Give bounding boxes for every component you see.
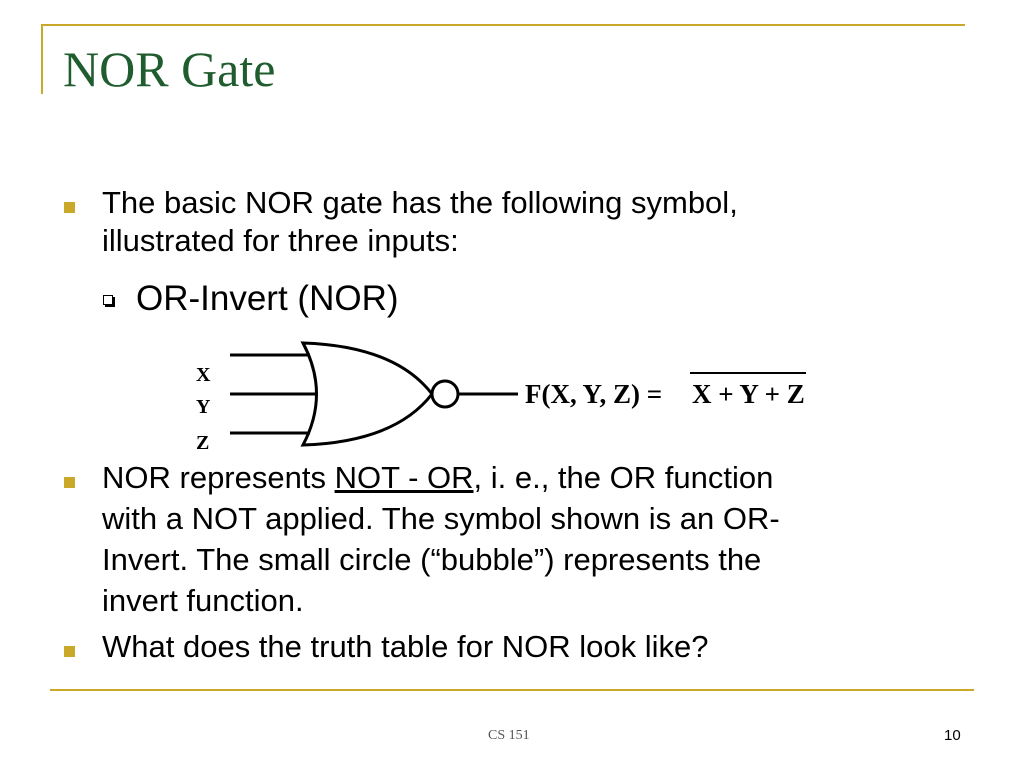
bullet-2-line-3: Invert. The small circle (“bubble”) represents the [102, 542, 762, 577]
page-number: 10 [944, 727, 961, 744]
bullet-2-prefix: NOR represents [102, 460, 335, 495]
sub-bullet-marker [103, 295, 113, 305]
frame-top-rule [41, 24, 965, 26]
bullet-3-text: What does the truth table for NOR look like? [102, 629, 709, 664]
bullet-1-line-1: The basic NOR gate has the following symbol, [102, 185, 738, 220]
input-label-z: Z [196, 432, 210, 454]
invert-bubble [432, 381, 458, 407]
input-label-x: X [196, 364, 211, 386]
frame-left-rule [41, 24, 43, 94]
bullet-2-line-2: with a NOT applied. The symbol shown is an OR- [102, 501, 780, 536]
bullet-2-suffix: , i. e., the OR function [473, 460, 774, 495]
bullet-marker [64, 646, 75, 657]
bullet-marker [64, 202, 75, 213]
bullet-1-line-2: illustrated for three inputs: [102, 223, 459, 258]
formula-lhs: F(X, Y, Z) = [525, 379, 663, 409]
or-gate-body [303, 343, 432, 445]
input-label-y: Y [196, 396, 211, 418]
footer-rule [50, 689, 974, 691]
sub-bullet-text: OR-Invert (NOR) [136, 279, 399, 318]
footer-course: CS 151 [488, 728, 530, 743]
not-or-underlined: NOT - OR [334, 460, 474, 495]
formula-rhs: X + Y + Z [692, 379, 805, 409]
bullet-2-line-4: invert function. [102, 583, 304, 618]
bullet-marker [64, 477, 75, 488]
slide-title: NOR Gate [63, 41, 276, 97]
bullet-2-line-1 [102, 459, 773, 497]
nor-gate-diagram [180, 330, 840, 460]
